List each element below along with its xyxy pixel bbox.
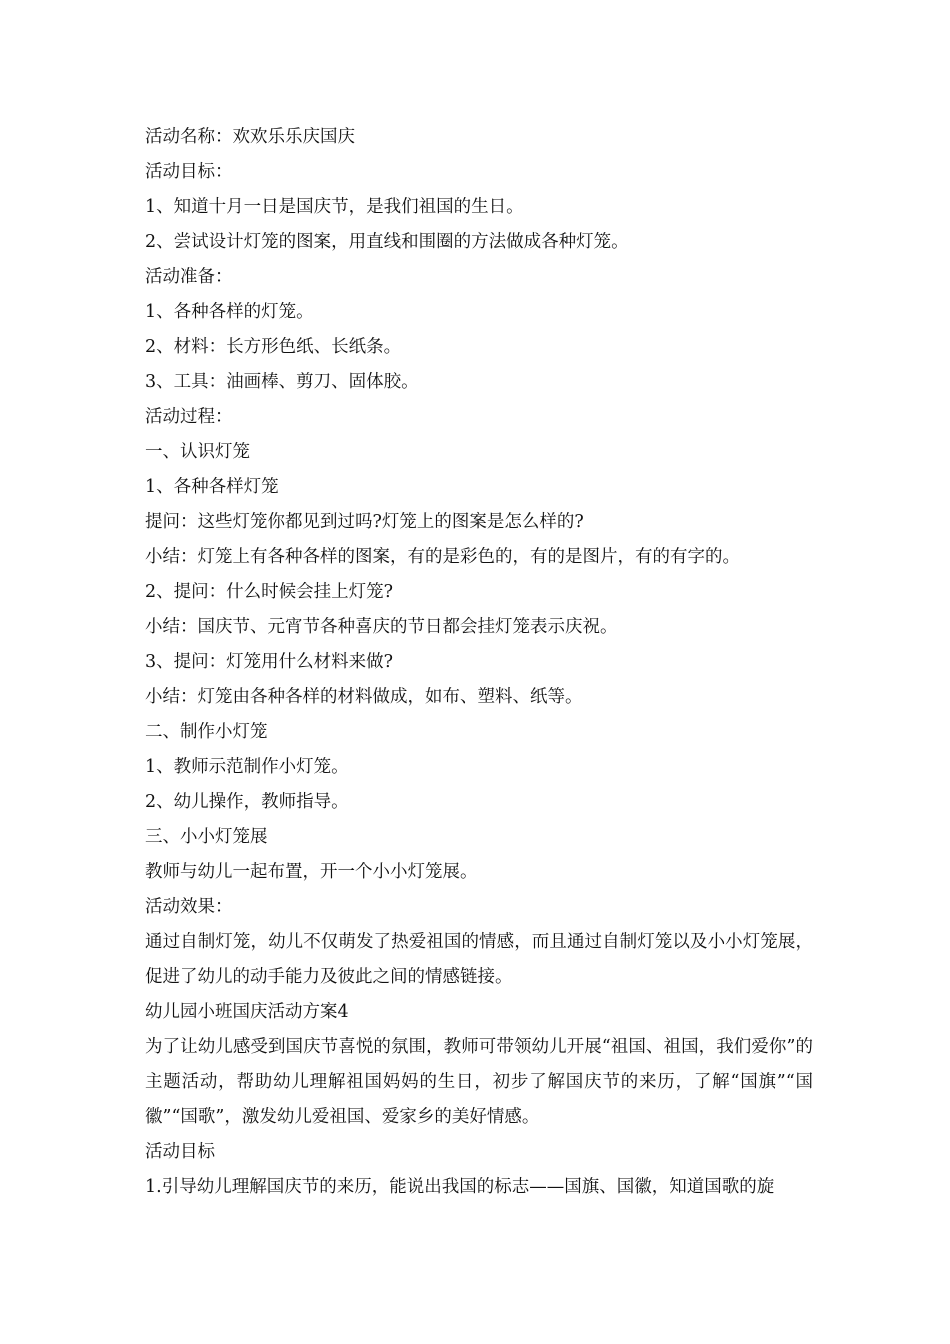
make-step-2: 2、幼儿操作，教师指导。 (145, 792, 349, 812)
process-step-2: 2、提问：什么时候会挂上灯笼? (145, 582, 394, 602)
summary-2: 小结：国庆节、元宵节各种喜庆的节日都会挂灯笼表示庆祝。 (145, 617, 618, 637)
goal-item-2: 2、尝试设计灯笼的图案，用直线和围圈的方法做成各种灯笼。 (145, 232, 629, 252)
prep-item-1: 1、各种各样的灯笼。 (145, 302, 314, 322)
process-section-2-title: 二、制作小灯笼 (145, 722, 268, 742)
summary-3: 小结：灯笼由各种各样的材料做成，如布、塑料、纸等。 (145, 687, 583, 707)
summary-1: 小结：灯笼上有各种各样的图案，有的是彩色的，有的是图片，有的有字的。 (145, 547, 740, 567)
section-4-goal-heading: 活动目标 (145, 1142, 215, 1162)
process-step-1: 1、各种各样灯笼 (145, 477, 279, 497)
section-4-title: 幼儿园小班国庆活动方案4 (145, 1002, 349, 1022)
question-1: 提问：这些灯笼你都见到过吗?灯笼上的图案是怎么样的? (145, 512, 584, 532)
prep-item-3: 3、工具：油画棒、剪刀、固体胶。 (145, 372, 419, 392)
goal-item-1: 1、知道十月一日是国庆节，是我们祖国的生日。 (145, 197, 524, 217)
prep-item-2: 2、材料：长方形色纸、长纸条。 (145, 337, 402, 357)
effect-paragraph: 通过自制灯笼，幼儿不仅萌发了热爱祖国的情感，而且通过自制灯笼以及小小灯笼展，促进了幼儿的动手能力及彼此之间的情感链接。 (145, 932, 813, 987)
process-step-3: 3、提问：灯笼用什么材料来做? (145, 652, 394, 672)
section-4-goal-1: 1.引导幼儿理解国庆节的来历，能说出我国的标志——国旗、国徽，知道国歌的旋 (145, 1177, 775, 1197)
activity-goal-heading: 活动目标： (145, 162, 233, 182)
section-4-intro-paragraph: 为了让幼儿感受到国庆节喜悦的氛围，教师可带领幼儿开展“祖国、祖国，我们爱你”的主题活动，帮助幼儿理解祖国妈妈的生日，初步了解国庆节的来历，了解“国旗”“国徽”“国歌”，激发幼儿爱祖国、爱家乡的美好情感。 (145, 1037, 813, 1127)
process-section-1-title: 一、认识灯笼 (145, 442, 250, 462)
exhibition-line: 教师与幼儿一起布置，开一个小小灯笼展。 (145, 862, 478, 882)
activity-effect-heading: 活动效果： (145, 897, 233, 917)
activity-name-line: 活动名称：欢欢乐乐庆国庆 (145, 127, 355, 147)
activity-process-heading: 活动过程： (145, 407, 233, 427)
process-section-3-title: 三、小小灯笼展 (145, 827, 268, 847)
activity-prep-heading: 活动准备： (145, 267, 233, 287)
make-step-1: 1、教师示范制作小灯笼。 (145, 757, 349, 777)
document-body (145, 120, 813, 1205)
